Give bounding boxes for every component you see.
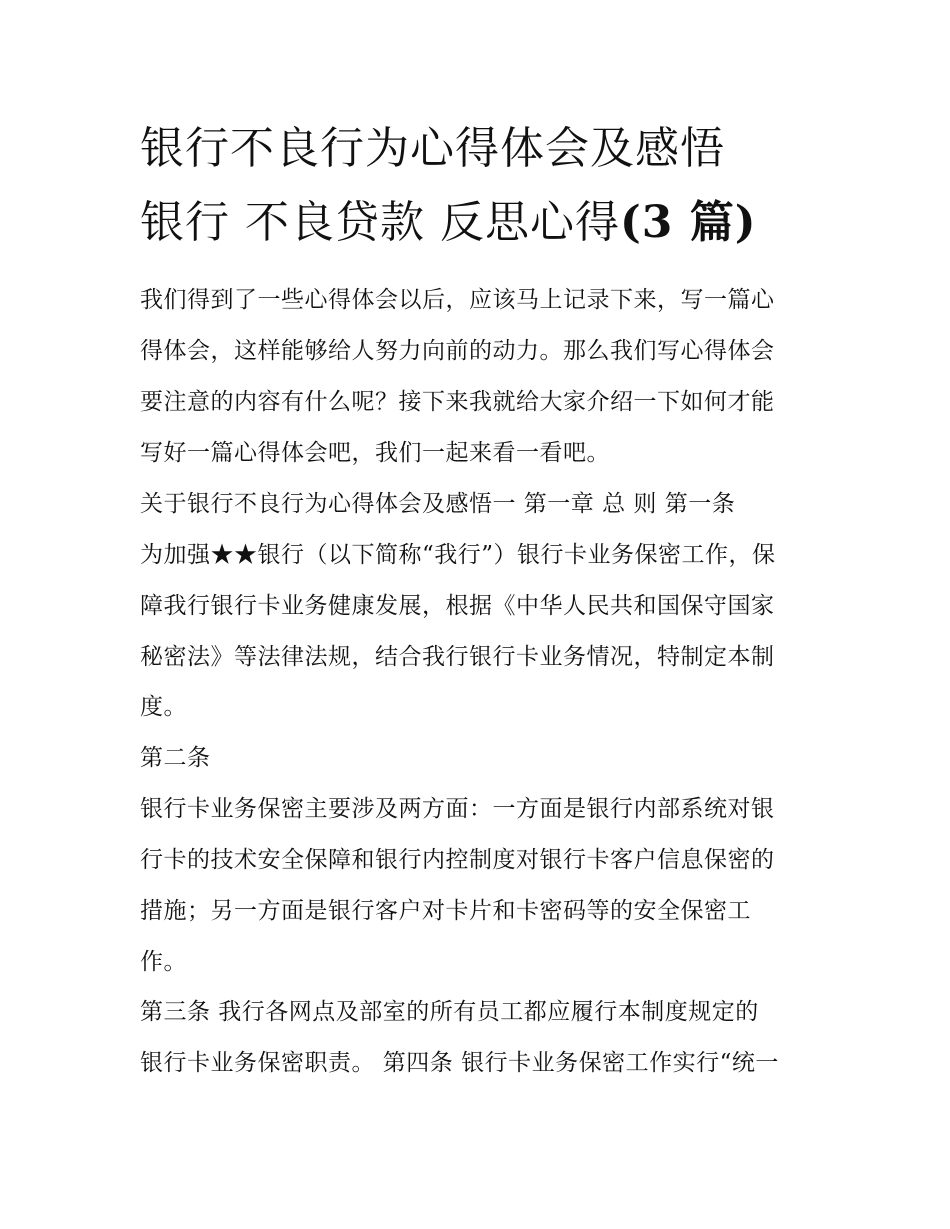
body-line: 关于银行不良行为心得体会及感悟一 第一章 总 则 第一条	[140, 491, 736, 517]
body-line: 措施；另一方面是银行客户对卡片和卡密码等的安全保密工	[140, 898, 751, 924]
body-line: 为加强★★银行（以下简称“我行”）银行卡业务保密工作，保	[140, 542, 776, 568]
body-line: 要注意的内容有什么呢？接下来我就给大家介绍一下如何才能	[140, 389, 775, 415]
body-line: 度。	[140, 694, 187, 720]
body-line: 障我行银行卡业务健康发展，根据《中华人民共和国保守国家	[140, 593, 775, 619]
body-line: 写好一篇心得体会吧，我们一起来看一看吧。	[140, 440, 610, 466]
body-line: 银行卡业务保密职责。 第四条 银行卡业务保密工作实行“统一	[140, 1050, 779, 1076]
title-line-2-count: (3 篇)	[619, 197, 757, 248]
body-line: 第三条 我行各网点及部室的所有员工都应履行本制度规定的	[140, 999, 759, 1025]
body-line: 我们得到了一些心得体会以后，应该马上记录下来，写一篇心	[140, 287, 775, 313]
body-line: 作。	[140, 949, 187, 975]
body-line: 银行卡业务保密主要涉及两方面：一方面是银行内部系统对银	[140, 796, 775, 822]
body-line: 秘密法》等法律法规，结合我行银行卡业务情况，特制定本制	[140, 644, 775, 670]
title-line-1: 银行不良行为心得体会及感悟	[140, 123, 725, 174]
body-line: 得体会，这样能够给人努力向前的动力。那么我们写心得体会	[140, 338, 775, 364]
body-line: 第二条	[140, 745, 211, 771]
body-line: 行卡的技术安全保障和银行内控制度对银行卡客户信息保密的	[140, 847, 775, 873]
document-title	[140, 112, 820, 260]
title-line-2: 银行 不良贷款 反思心得	[140, 197, 620, 248]
